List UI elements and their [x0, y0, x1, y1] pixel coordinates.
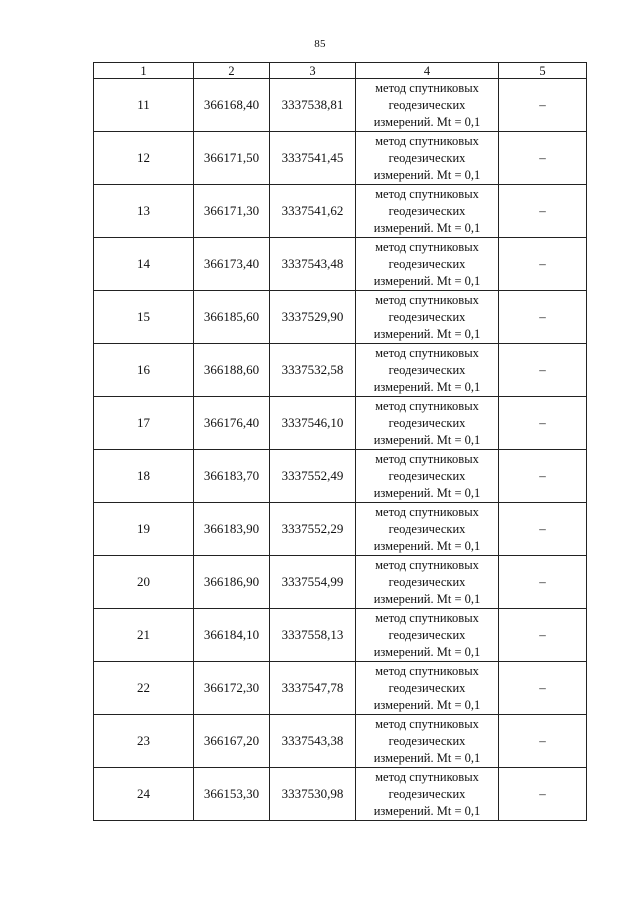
note-cell: – [499, 715, 587, 768]
header-col-3: 3 [270, 63, 356, 79]
method-cell [356, 503, 499, 556]
method-line: измерений. Mt = 0,1 [373, 326, 481, 341]
method-cell [356, 397, 499, 450]
method-line: метод спутниковых [375, 769, 479, 784]
method-cell [356, 556, 499, 609]
header-col-5: 5 [499, 63, 587, 79]
coordinates-table [93, 62, 587, 821]
method-line: измерений. Mt = 0,1 [373, 538, 481, 553]
method-line: геодезических [388, 97, 466, 112]
method-line: измерений. Mt = 0,1 [373, 803, 481, 818]
point-number-cell: 20 [94, 556, 194, 609]
note-cell: – [499, 450, 587, 503]
y-coordinate-cell: 3337558,13 [270, 609, 356, 662]
method-line: измерений. Mt = 0,1 [373, 697, 481, 712]
table-row [94, 715, 587, 768]
method-line: метод спутниковых [375, 663, 479, 678]
note-cell: – [499, 185, 587, 238]
method-line: измерений. Mt = 0,1 [373, 750, 481, 765]
note-cell: – [499, 397, 587, 450]
y-coordinate-cell: 3337543,48 [270, 238, 356, 291]
header-col-2: 2 [194, 63, 270, 79]
method-line: геодезических [388, 203, 466, 218]
note-cell: – [499, 503, 587, 556]
method-cell [356, 662, 499, 715]
method-line: измерений. Mt = 0,1 [373, 220, 481, 235]
y-coordinate-cell: 3337541,62 [270, 185, 356, 238]
point-number-cell: 24 [94, 768, 194, 821]
method-line: метод спутниковых [375, 186, 479, 201]
x-coordinate-cell: 366153,30 [194, 768, 270, 821]
method-line: измерений. Mt = 0,1 [373, 114, 481, 129]
y-coordinate-cell: 3337529,90 [270, 291, 356, 344]
note-cell: – [499, 291, 587, 344]
method-line: измерений. Mt = 0,1 [373, 485, 481, 500]
method-line: измерений. Mt = 0,1 [373, 591, 481, 606]
method-cell [356, 132, 499, 185]
method-line: измерений. Mt = 0,1 [373, 432, 481, 447]
note-cell: – [499, 79, 587, 132]
table-row [94, 503, 587, 556]
method-line: геодезических [388, 309, 466, 324]
x-coordinate-cell: 366185,60 [194, 291, 270, 344]
point-number-cell: 21 [94, 609, 194, 662]
note-cell: – [499, 238, 587, 291]
x-coordinate-cell: 366171,50 [194, 132, 270, 185]
method-line: измерений. Mt = 0,1 [373, 379, 481, 394]
y-coordinate-cell: 3337554,99 [270, 556, 356, 609]
method-cell [356, 185, 499, 238]
point-number-cell: 19 [94, 503, 194, 556]
method-line: метод спутниковых [375, 292, 479, 307]
method-line: метод спутниковых [375, 239, 479, 254]
note-cell: – [499, 609, 587, 662]
method-line: геодезических [388, 521, 466, 536]
point-number-cell: 22 [94, 662, 194, 715]
method-line: метод спутниковых [375, 398, 479, 413]
y-coordinate-cell: 3337546,10 [270, 397, 356, 450]
y-coordinate-cell: 3337543,38 [270, 715, 356, 768]
x-coordinate-cell: 366176,40 [194, 397, 270, 450]
x-coordinate-cell: 366188,60 [194, 344, 270, 397]
method-cell [356, 79, 499, 132]
header-col-1: 1 [94, 63, 194, 79]
y-coordinate-cell: 3337547,78 [270, 662, 356, 715]
y-coordinate-cell: 3337541,45 [270, 132, 356, 185]
table-body [94, 79, 587, 821]
table-row [94, 132, 587, 185]
page-number: 85 [314, 38, 326, 50]
method-cell [356, 768, 499, 821]
x-coordinate-cell: 366172,30 [194, 662, 270, 715]
point-number-cell: 17 [94, 397, 194, 450]
point-number-cell: 12 [94, 132, 194, 185]
method-line: метод спутниковых [375, 557, 479, 572]
x-coordinate-cell: 366171,30 [194, 185, 270, 238]
table-row [94, 79, 587, 132]
y-coordinate-cell: 3337552,49 [270, 450, 356, 503]
point-number-cell: 23 [94, 715, 194, 768]
note-cell: – [499, 132, 587, 185]
method-line: геодезических [388, 786, 466, 801]
method-line: геодезических [388, 627, 466, 642]
x-coordinate-cell: 366168,40 [194, 79, 270, 132]
point-number-cell: 18 [94, 450, 194, 503]
method-line: геодезических [388, 680, 466, 695]
point-number-cell: 13 [94, 185, 194, 238]
header-col-4: 4 [356, 63, 499, 79]
table-row [94, 768, 587, 821]
note-cell: – [499, 662, 587, 715]
point-number-cell: 14 [94, 238, 194, 291]
method-line: геодезических [388, 574, 466, 589]
point-number-cell: 11 [94, 79, 194, 132]
method-line: геодезических [388, 415, 466, 430]
method-line: метод спутниковых [375, 716, 479, 731]
table-row [94, 344, 587, 397]
y-coordinate-cell: 3337552,29 [270, 503, 356, 556]
table-row [94, 397, 587, 450]
method-cell [356, 609, 499, 662]
note-cell: – [499, 344, 587, 397]
method-line: геодезических [388, 256, 466, 271]
method-line: метод спутниковых [375, 80, 479, 95]
method-line: измерений. Mt = 0,1 [373, 273, 481, 288]
method-line: метод спутниковых [375, 610, 479, 625]
method-line: измерений. Mt = 0,1 [373, 644, 481, 659]
method-cell [356, 715, 499, 768]
x-coordinate-cell: 366183,90 [194, 503, 270, 556]
x-coordinate-cell: 366186,90 [194, 556, 270, 609]
table-row [94, 662, 587, 715]
method-cell [356, 450, 499, 503]
x-coordinate-cell: 366184,10 [194, 609, 270, 662]
method-line: метод спутниковых [375, 504, 479, 519]
y-coordinate-cell: 3337532,58 [270, 344, 356, 397]
method-cell [356, 238, 499, 291]
table-header [94, 63, 587, 79]
method-cell [356, 291, 499, 344]
method-line: метод спутниковых [375, 345, 479, 360]
table-row [94, 238, 587, 291]
x-coordinate-cell: 366167,20 [194, 715, 270, 768]
note-cell: – [499, 768, 587, 821]
table-row [94, 185, 587, 238]
table-row [94, 556, 587, 609]
point-number-cell: 16 [94, 344, 194, 397]
point-number-cell: 15 [94, 291, 194, 344]
method-line: геодезических [388, 468, 466, 483]
x-coordinate-cell: 366173,40 [194, 238, 270, 291]
table-row [94, 609, 587, 662]
method-line: геодезических [388, 733, 466, 748]
y-coordinate-cell: 3337538,81 [270, 79, 356, 132]
method-line: геодезических [388, 362, 466, 377]
method-line: измерений. Mt = 0,1 [373, 167, 481, 182]
method-cell [356, 344, 499, 397]
x-coordinate-cell: 366183,70 [194, 450, 270, 503]
method-line: метод спутниковых [375, 451, 479, 466]
y-coordinate-cell: 3337530,98 [270, 768, 356, 821]
note-cell: – [499, 556, 587, 609]
method-line: геодезических [388, 150, 466, 165]
header-row [94, 63, 587, 79]
table-row [94, 291, 587, 344]
method-line: метод спутниковых [375, 133, 479, 148]
table-row [94, 450, 587, 503]
